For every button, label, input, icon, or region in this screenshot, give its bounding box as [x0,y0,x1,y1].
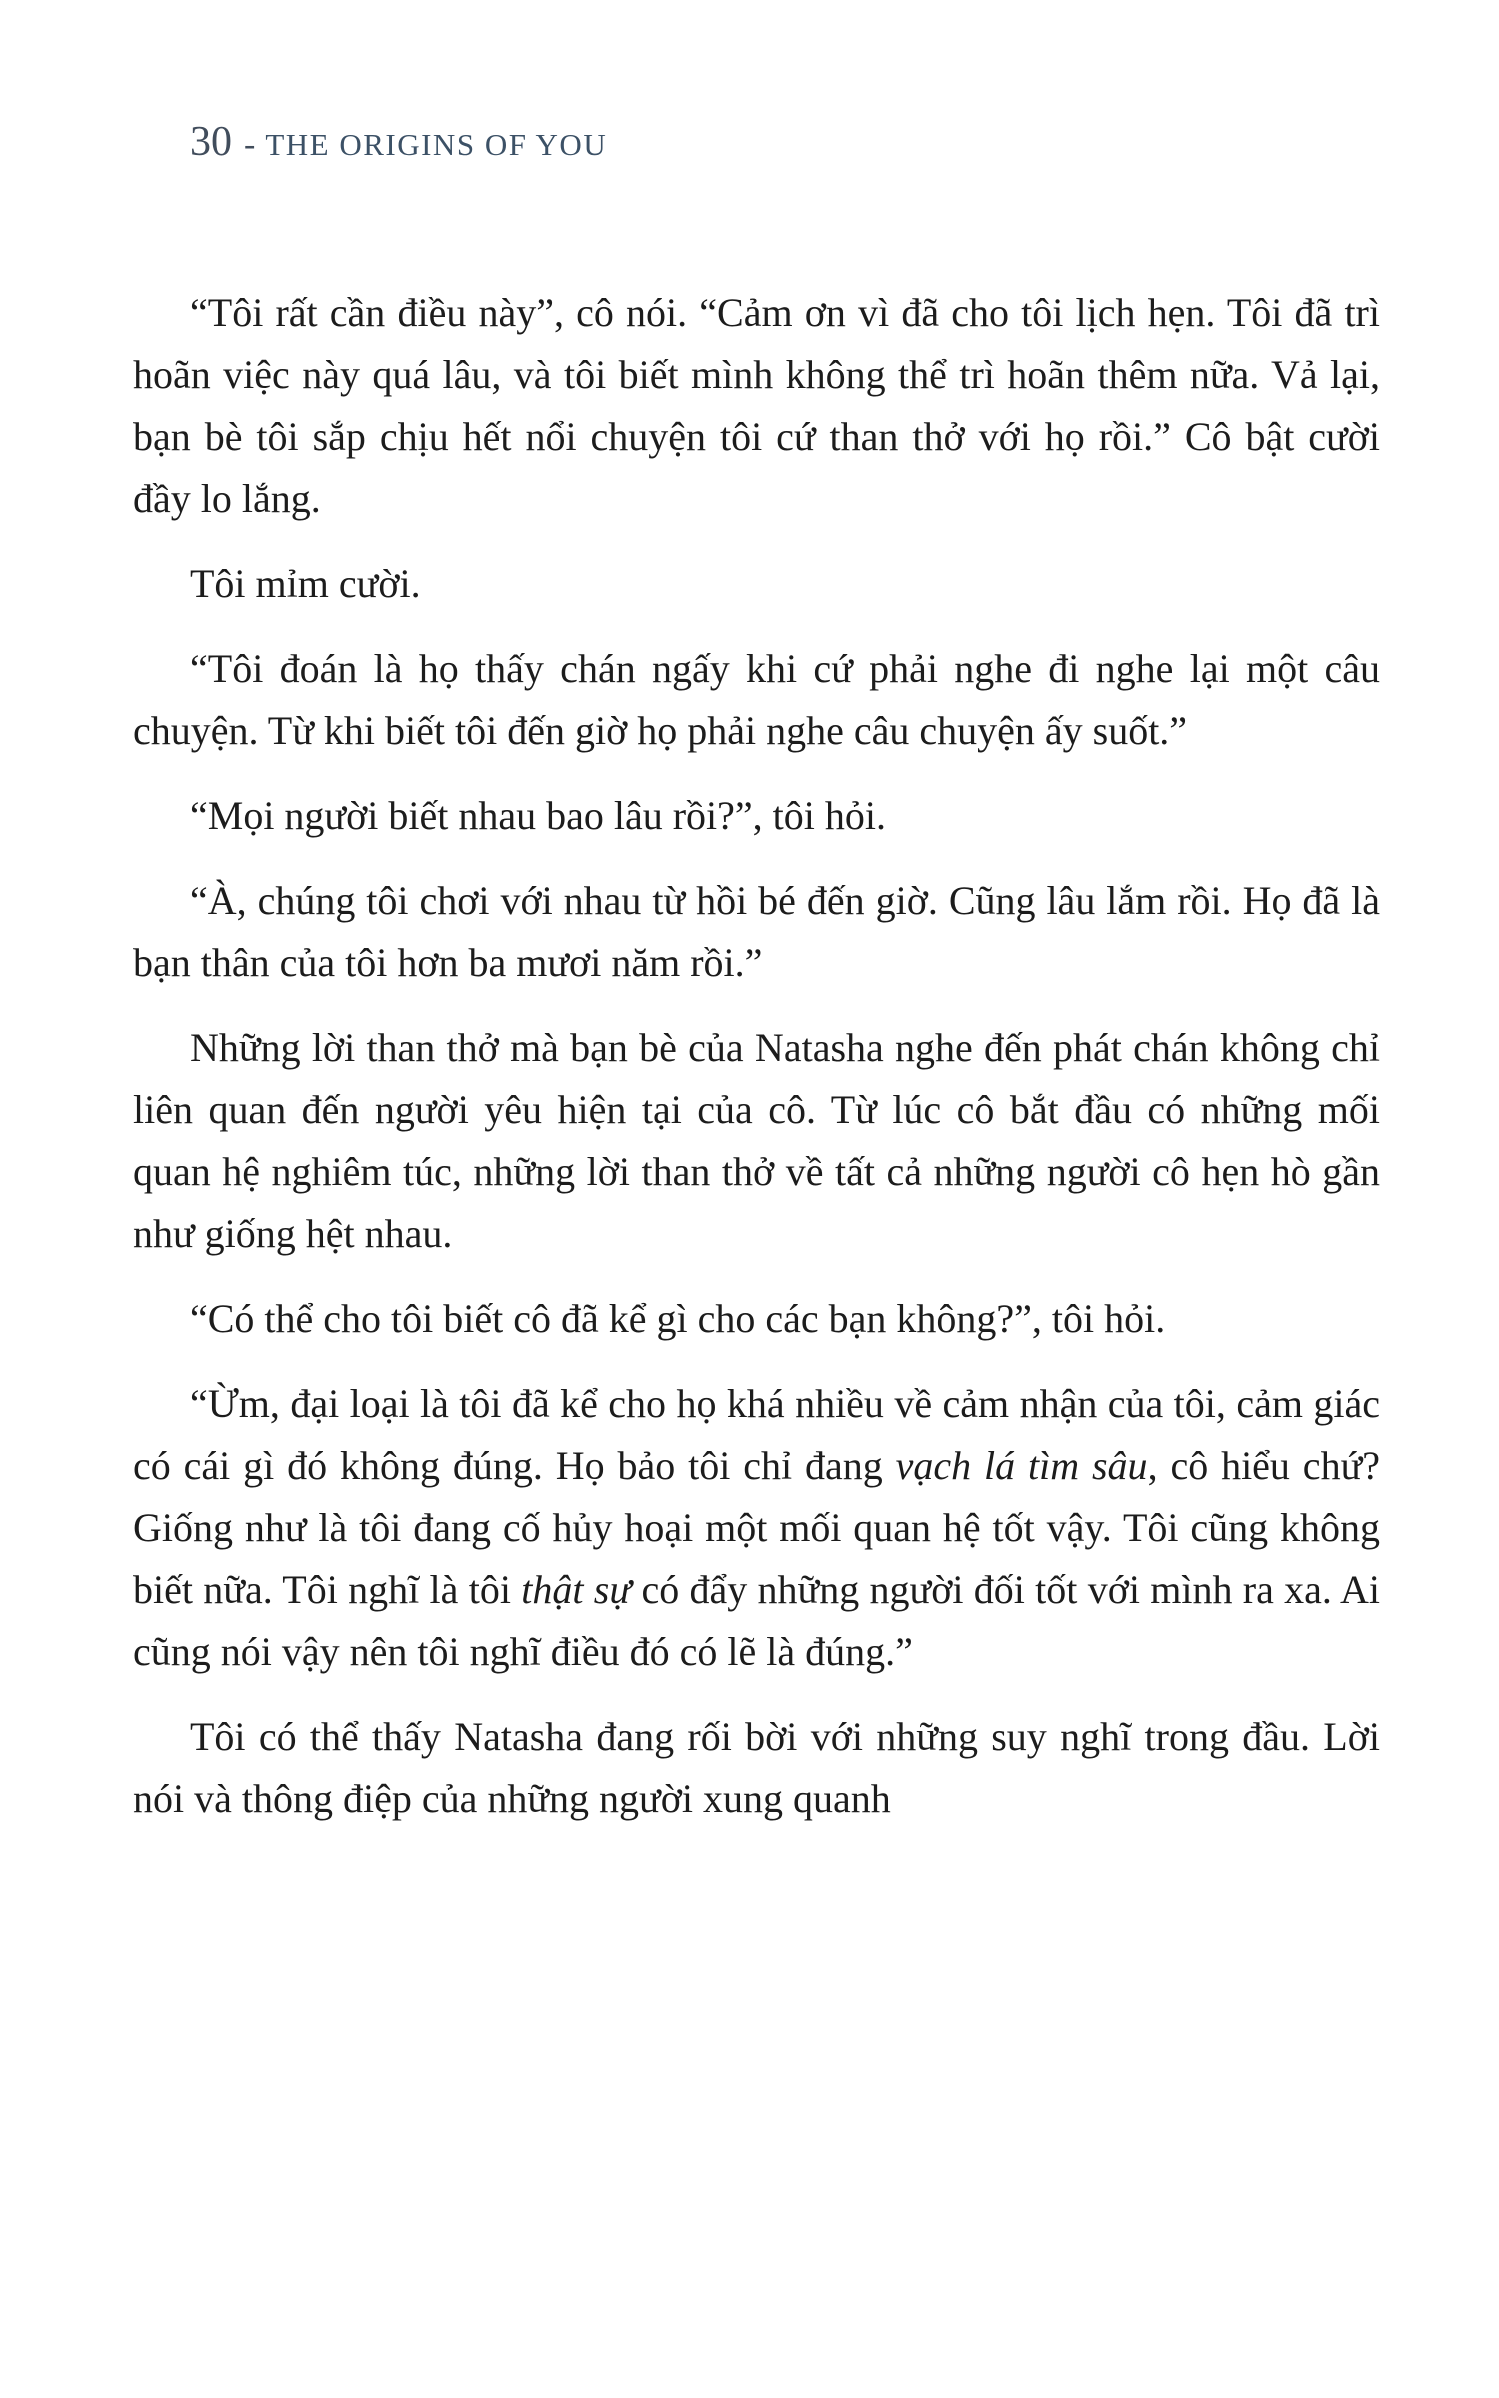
paragraph [133,1288,1380,1350]
text-run: “Mọi người biết nhau bao lâu rồi?”, tôi hỏi. [190,793,887,838]
text-run: , cô hiểu chứ? Giống như là tôi đang cố hủy hoại một mối quan hệ tốt vậy. Tôi cũng không biết nữa. Tôi nghĩ là tôi [133,1443,1380,1612]
page-header [190,118,1499,166]
book-title: THE ORIGINS OF YOU [265,127,608,162]
paragraph [133,1706,1380,1830]
paragraph [133,870,1380,994]
text-run: Tôi mỉm cười. [190,561,421,606]
text-run: “À, chúng tôi chơi với nhau từ hồi bé đến giờ. Cũng lâu lắm rồi. Họ đã là bạn thân của tôi hơn ba mươi năm rồi.” [133,878,1380,985]
text-run: “Ừm, đại loại là tôi đã kể cho họ khá nhiều về cảm nhận của tôi, cảm giác có cái gì đó không đúng. Họ bảo tôi chỉ đang [133,1381,1380,1488]
paragraph [133,1017,1380,1265]
text-run: có đẩy những người đối tốt với mình ra xa. Ai cũng nói vậy nên tôi nghĩ điều đó có lẽ là đúng.” [133,1567,1380,1674]
text-run: “Tôi đoán là họ thấy chán ngấy khi cứ phải nghe đi nghe lại một câu chuyện. Từ khi biết tôi đến giờ họ phải nghe câu chuyện ấy suốt.” [133,646,1380,753]
text-run: “Có thể cho tôi biết cô đã kể gì cho các bạn không?”, tôi hỏi. [190,1296,1166,1341]
italic-text-run: vạch lá tìm sâu [895,1443,1148,1488]
paragraph [133,553,1380,615]
paragraph [133,638,1380,762]
header-separator: - [244,126,256,163]
italic-text-run: thật sự [521,1567,632,1612]
paragraph [133,1373,1380,1683]
text-run: “Tôi rất cần điều này”, cô nói. “Cảm ơn vì đã cho tôi lịch hẹn. Tôi đã trì hoãn việc này quá lâu, và tôi biết mình không thể trì hoãn thêm nữa. Vả lại, bạn bè tôi sắp chịu hết nổi chuyện tôi cứ than thở với họ rồi.” Cô bật cười đầy lo lắng. [133,290,1380,521]
text-run: Tôi có thể thấy Natasha đang rối bời với những suy nghĩ trong đầu. Lời nói và thông điệp của những người xung quanh [133,1714,1380,1821]
page-number: 30 [190,119,232,165]
page-body [133,282,1380,1830]
text-run: Những lời than thở mà bạn bè của Natasha nghe đến phát chán không chỉ liên quan đến người yêu hiện tại của cô. Từ lúc cô bắt đầu có những mối quan hệ nghiêm túc, những lời than thở về tất cả những người cô hẹn hò gần như giống hệt nhau. [133,1025,1380,1256]
book-page [0,118,1499,2398]
paragraph [133,282,1380,530]
paragraph [133,785,1380,847]
